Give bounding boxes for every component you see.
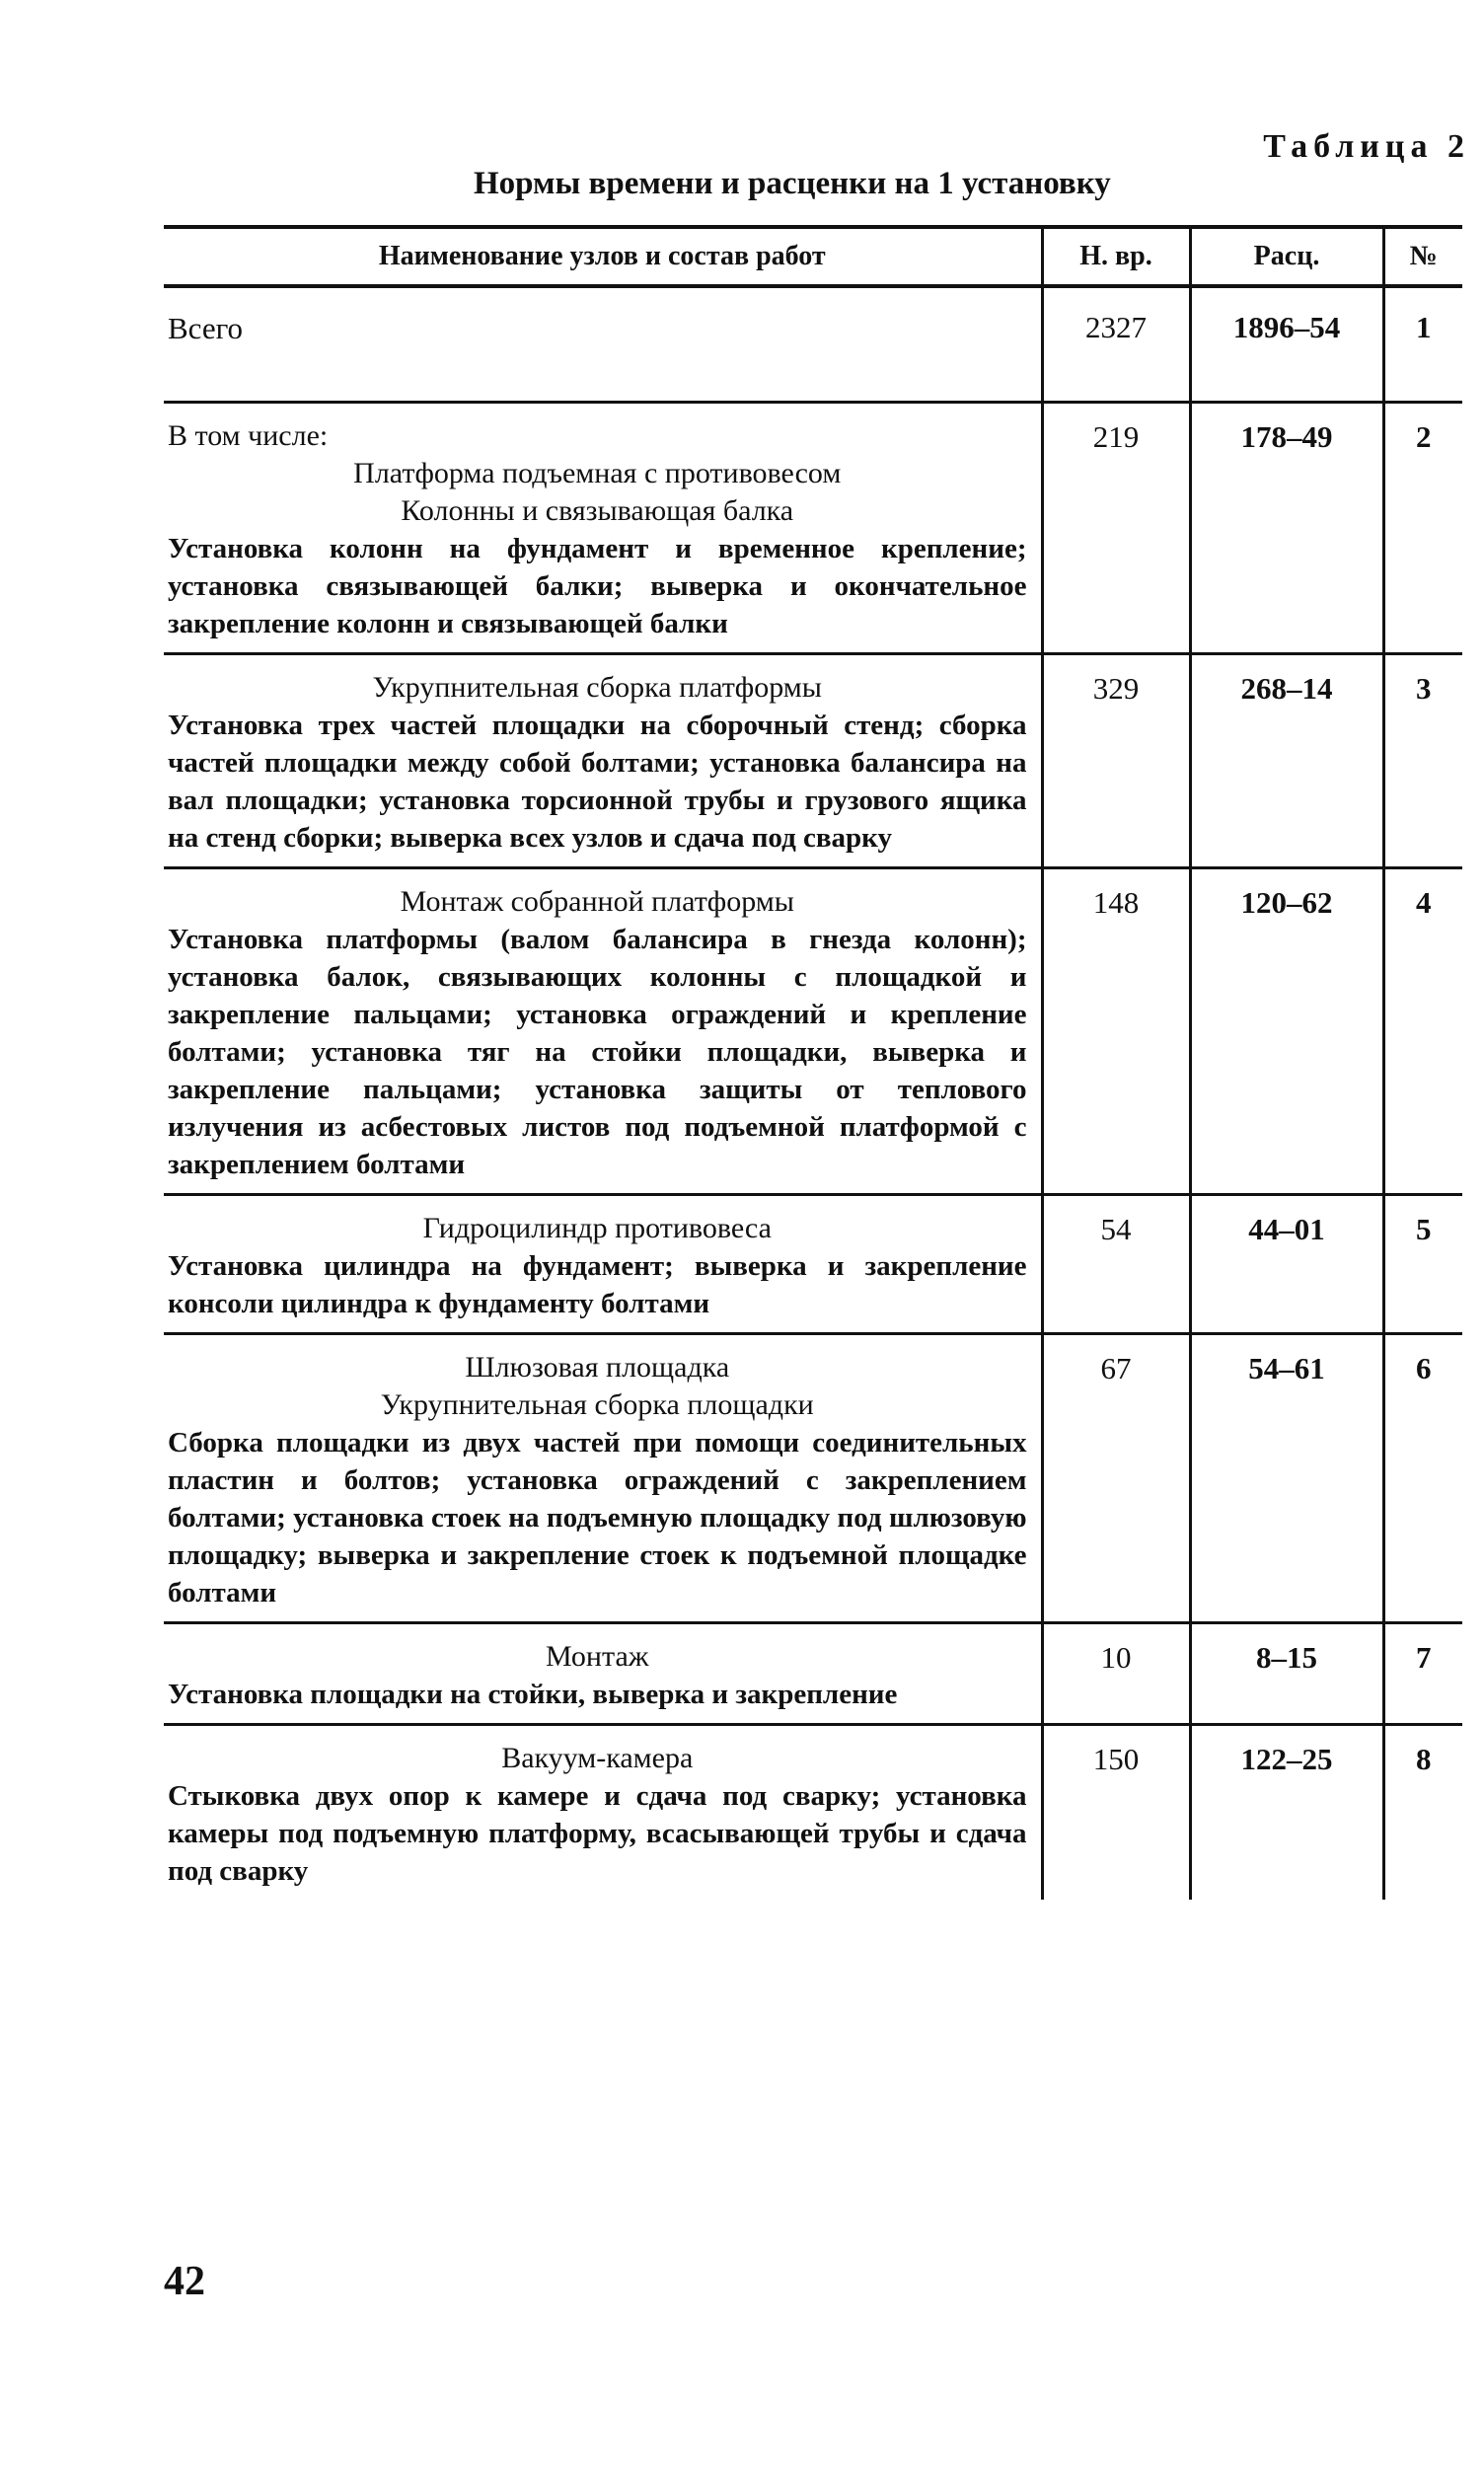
- rate-cell: 44–01: [1190, 1195, 1383, 1334]
- row-heading: Платформа подъемная с противовесом: [353, 457, 842, 489]
- header-num: №: [1383, 227, 1462, 286]
- row-number-cell: 3: [1383, 654, 1462, 868]
- row-heading: Монтаж собранной платформы: [400, 885, 794, 918]
- row-number-cell: 4: [1383, 868, 1462, 1195]
- work-description-cell: [164, 1334, 1042, 1623]
- row-description: Установка трех частей площадки на сборочный стенд; сборка частей площадки между собой болтами; установка балансира на вал площадки; установка торсионной трубы и грузового ящика на стенд сборки; выверка всех узлов и сдача под сварку: [168, 710, 1027, 854]
- header-rate: Расц.: [1190, 227, 1383, 286]
- rate-cell: 8–15: [1190, 1623, 1383, 1725]
- time-norm-cell: 2327: [1042, 286, 1190, 403]
- row-number-cell: 7: [1383, 1623, 1462, 1725]
- work-description-cell: [164, 654, 1042, 868]
- table-title: Нормы времени и расценки на 1 установку: [474, 166, 1111, 201]
- table-row: [164, 1623, 1462, 1725]
- work-description-cell: [164, 1725, 1042, 1901]
- row-heading: Укрупнительная сборка платформы: [372, 671, 822, 704]
- time-norm-cell: 150: [1042, 1725, 1190, 1901]
- time-norm-cell: 329: [1042, 654, 1190, 868]
- table-row: [164, 654, 1462, 868]
- time-norm-cell: 54: [1042, 1195, 1190, 1334]
- table-label: Таблица 2: [1263, 128, 1470, 165]
- row-description: Установка цилиндра на фундамент; выверка и закрепление консоли цилиндра к фундаменту болтами: [168, 1250, 1027, 1319]
- row-number-cell: 8: [1383, 1725, 1462, 1901]
- work-description-cell: [164, 286, 1042, 403]
- norms-table: [164, 225, 1462, 1900]
- table-header-row: [164, 227, 1462, 286]
- row-description: Установка колонн на фундамент и временное крепление; установка связывающей балки; выверка и окончательное закрепление колонн и связывающей балки: [168, 533, 1027, 639]
- row-heading: Колонны и связывающая балка: [401, 494, 794, 527]
- table-row: [164, 868, 1462, 1195]
- row-number-cell: 1: [1383, 286, 1462, 403]
- row-description: Установка площадки на стойки, выверка и закрепление: [168, 1679, 898, 1710]
- rate-cell: 1896–54: [1190, 286, 1383, 403]
- table-row: [164, 286, 1462, 403]
- time-norm-cell: 148: [1042, 868, 1190, 1195]
- header-name: Наименование узлов и состав работ: [164, 227, 1042, 286]
- time-norm-cell: 219: [1042, 403, 1190, 654]
- table-row: [164, 403, 1462, 654]
- rate-cell: 54–61: [1190, 1334, 1383, 1623]
- time-norm-cell: 10: [1042, 1623, 1190, 1725]
- row-description: Сборка площадки из двух частей при помощи соединительных пластин и болтов; установка ограждений с закреплением болтами; установка стоек на подъемную площадку под шлюзовую площадку; выверка и закрепление стоек к подъемной площадке болтами: [168, 1427, 1027, 1609]
- time-norm-cell: 67: [1042, 1334, 1190, 1623]
- row-heading: Всего: [168, 311, 244, 345]
- row-number-cell: 6: [1383, 1334, 1462, 1623]
- work-description-cell: [164, 1623, 1042, 1725]
- table-row: [164, 1195, 1462, 1334]
- table-body: [164, 286, 1462, 1900]
- row-heading: Укрупнительная сборка площадки: [380, 1388, 814, 1421]
- table-row: [164, 1334, 1462, 1623]
- row-heading: Вакуум-камера: [501, 1742, 694, 1774]
- row-number-cell: 5: [1383, 1195, 1462, 1334]
- row-intro: В том числе:: [168, 419, 329, 452]
- rate-cell: 268–14: [1190, 654, 1383, 868]
- table-row: [164, 1725, 1462, 1901]
- row-description: Установка платформы (валом балансира в гнезда колонн); установка балок, связывающих колонны с площадкой и закрепление пальцами; установка ограждений и крепление болтами; установка тяг на стойки площадки, выверка и закрепление пальцами; установка защиты от теплового излучения из асбестовых листов под подъемной платформой с закреплением болтами: [168, 924, 1027, 1180]
- row-heading: Гидроцилиндр противовеса: [422, 1212, 772, 1244]
- row-heading: Шлюзовая площадка: [465, 1351, 730, 1384]
- page-number: 42: [164, 2259, 205, 2304]
- header-time: Н. вр.: [1042, 227, 1190, 286]
- rate-cell: 120–62: [1190, 868, 1383, 1195]
- work-description-cell: [164, 403, 1042, 654]
- row-heading: Монтаж: [545, 1640, 649, 1673]
- row-number-cell: 2: [1383, 403, 1462, 654]
- row-description: Стыковка двух опор к камере и сдача под сварку; установка камеры под подъемную платформу, всасывающей трубы и сдача под сварку: [168, 1780, 1027, 1887]
- work-description-cell: [164, 1195, 1042, 1334]
- rate-cell: 178–49: [1190, 403, 1383, 654]
- work-description-cell: [164, 868, 1042, 1195]
- rate-cell: 122–25: [1190, 1725, 1383, 1901]
